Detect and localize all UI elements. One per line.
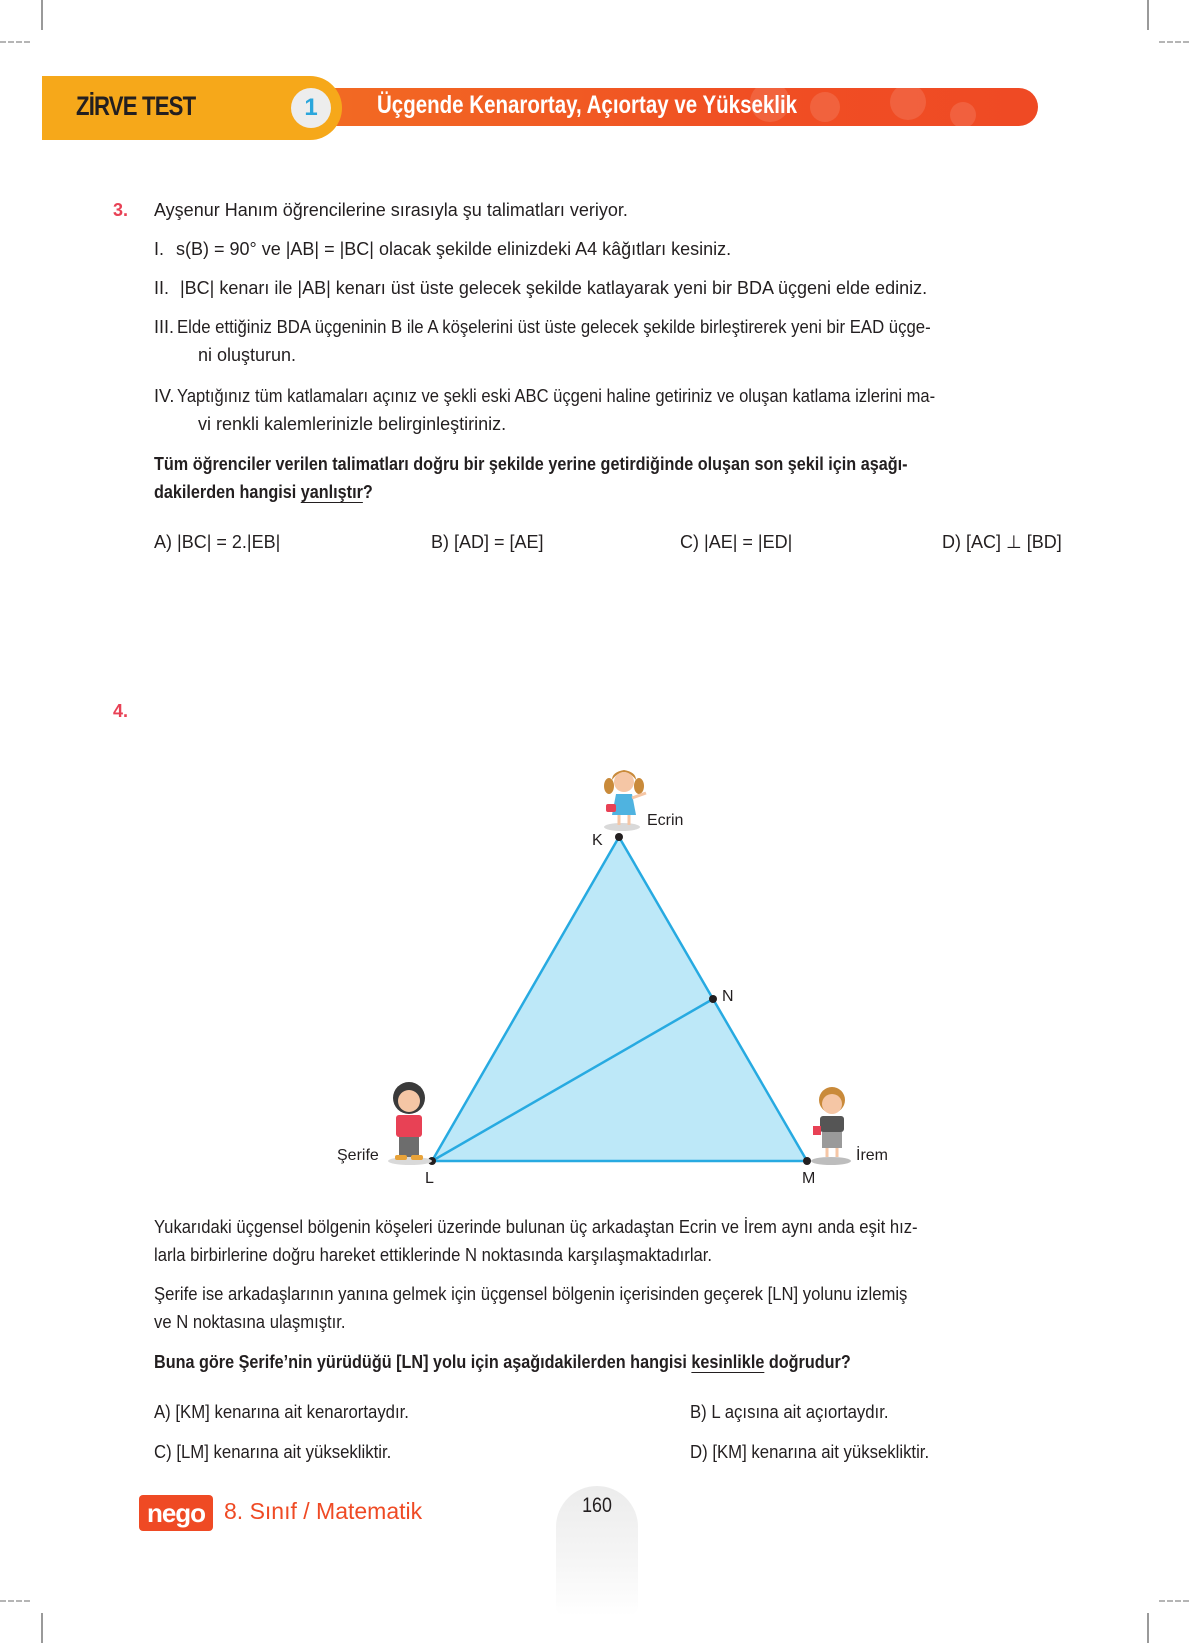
option-text: [KM] kenarına ait yüksekliktir. <box>712 1442 930 1462</box>
instruction-3-text-line1: Elde ettiğiniz BDA üçgeninin B ile A köşelerini üst üste gelecek şekilde birleştirerek yeni bir EAD üçge- <box>177 317 931 337</box>
prompt-text: dakilerden hangisi <box>154 482 301 502</box>
question-3-intro: Ayşenur Hanım öğrencilerine sırasıyla şu talimatları veriyor. <box>154 200 628 220</box>
person-label-irem: İrem <box>856 1147 888 1164</box>
option-text: [AD] = [AE] <box>454 532 544 552</box>
option-text: L açısına ait açıortaydır. <box>711 1402 889 1422</box>
instruction-2-label: II. <box>154 278 170 298</box>
instruction-2-text: |BC| kenarı ile |AB| kenarı üst üste gelecek şekilde katlayarak yeni bir BDA üçgeni elde ediniz. <box>180 278 928 298</box>
option-letter: C) <box>680 532 699 552</box>
option-text: [LM] kenarına ait yüksekliktir. <box>176 1442 392 1462</box>
triangle-klm <box>432 837 807 1161</box>
instruction-4-text-line1: Yaptığınız tüm katlamaları açınız ve şekli eski ABC üçgeni haline getiriniz ve oluşan katlama izlerini ma- <box>177 386 936 406</box>
page-number: 160 <box>582 1494 612 1517</box>
q4-option-d[interactable] <box>690 1438 929 1466</box>
publisher-logo: nego <box>139 1495 213 1531</box>
q4-option-b[interactable] <box>690 1398 889 1426</box>
test-number-badge: 1 <box>291 88 331 128</box>
vertex-label-m: M <box>802 1170 816 1187</box>
option-text: [KM] kenarına ait kenarortaydır. <box>175 1402 409 1422</box>
question-3-prompt-line1: Tüm öğrenciler verilen talimatları doğru bir şekilde yerine getirdiğinde oluşan son şekil için aşağı- <box>154 454 908 474</box>
q4-option-a[interactable] <box>154 1398 409 1426</box>
question-4-paragraph1-line2: larla birbirlerine doğru hareket ettiklerinde N noktasında karşılaşmaktadırlar. <box>154 1245 713 1265</box>
question-4-prompt <box>154 1348 851 1376</box>
instruction-1-label: I. <box>154 239 165 259</box>
option-text: |BC| = 2.|EB| <box>177 532 281 552</box>
point-m <box>803 1157 811 1165</box>
person-label-serife: Şerife <box>337 1147 379 1164</box>
question-4-paragraph1-line1: Yukarıdaki üçgensel bölgenin köşeleri üzerinde bulunan üç arkadaştan Ecrin ve İrem aynı anda eşit hız- <box>154 1217 918 1237</box>
question-number-4: 4. <box>113 701 129 721</box>
point-n <box>709 995 717 1003</box>
point-k <box>615 833 623 841</box>
option-letter: D) <box>942 532 961 552</box>
option-letter: B) <box>690 1402 707 1422</box>
option-letter: A) <box>154 532 172 552</box>
prompt-end: ? <box>362 482 373 502</box>
q4-option-c[interactable] <box>154 1438 391 1466</box>
prompt-end: doğrudur? <box>764 1352 851 1372</box>
instruction-3-label: III. <box>154 317 175 337</box>
vertex-label-k: K <box>592 832 603 849</box>
question-4-paragraph2-line1: Şerife ise arkadaşlarının yanına gelmek için üçgensel bölgenin içerisinden geçerek [LN] yolunu izlemiş <box>154 1284 908 1304</box>
instruction-1-text: s(B) = 90° ve |AB| = |BC| olacak şekilde elinizdeki A4 kâğıtları kesiniz. <box>176 239 732 259</box>
option-text: [AC] ⊥ [BD] <box>966 532 1062 552</box>
instruction-4-label: IV. <box>154 386 175 406</box>
instruction-4-text-line2: vi renkli kalemlerinizle belirginleştiriniz. <box>198 414 507 434</box>
vertex-label-l: L <box>425 1170 434 1187</box>
vertex-label-n: N <box>722 988 734 1005</box>
option-letter: C) <box>154 1442 172 1462</box>
girl-ecrin-icon <box>604 770 646 831</box>
footer-subject: 8. Sınıf / Matematik <box>224 1498 423 1524</box>
girl-serife-icon <box>388 1082 432 1165</box>
person-label-ecrin: Ecrin <box>647 812 684 829</box>
question-number-3: 3. <box>113 200 129 220</box>
option-letter: B) <box>431 532 449 552</box>
girl-irem-icon <box>811 1087 851 1165</box>
topic-title: Üçgende Kenarortay, Açıortay ve Yükseklik <box>377 91 798 119</box>
option-text: |AE| = |ED| <box>704 532 793 552</box>
instruction-3-text-line2: ni oluşturun. <box>198 345 297 365</box>
option-letter: A) <box>154 1402 171 1422</box>
section-label: ZİRVE TEST <box>76 91 196 121</box>
prompt-emphasis: kesinlikle <box>691 1352 765 1372</box>
prompt-text: Buna göre Şerife’nin yürüdüğü [LN] yolu için aşağıdakilerden hangisi <box>154 1352 692 1372</box>
option-letter: D) <box>690 1442 708 1462</box>
question-4-paragraph2-line2: ve N noktasına ulaşmıştır. <box>154 1312 346 1332</box>
prompt-emphasis: yanlıştır <box>300 482 363 502</box>
